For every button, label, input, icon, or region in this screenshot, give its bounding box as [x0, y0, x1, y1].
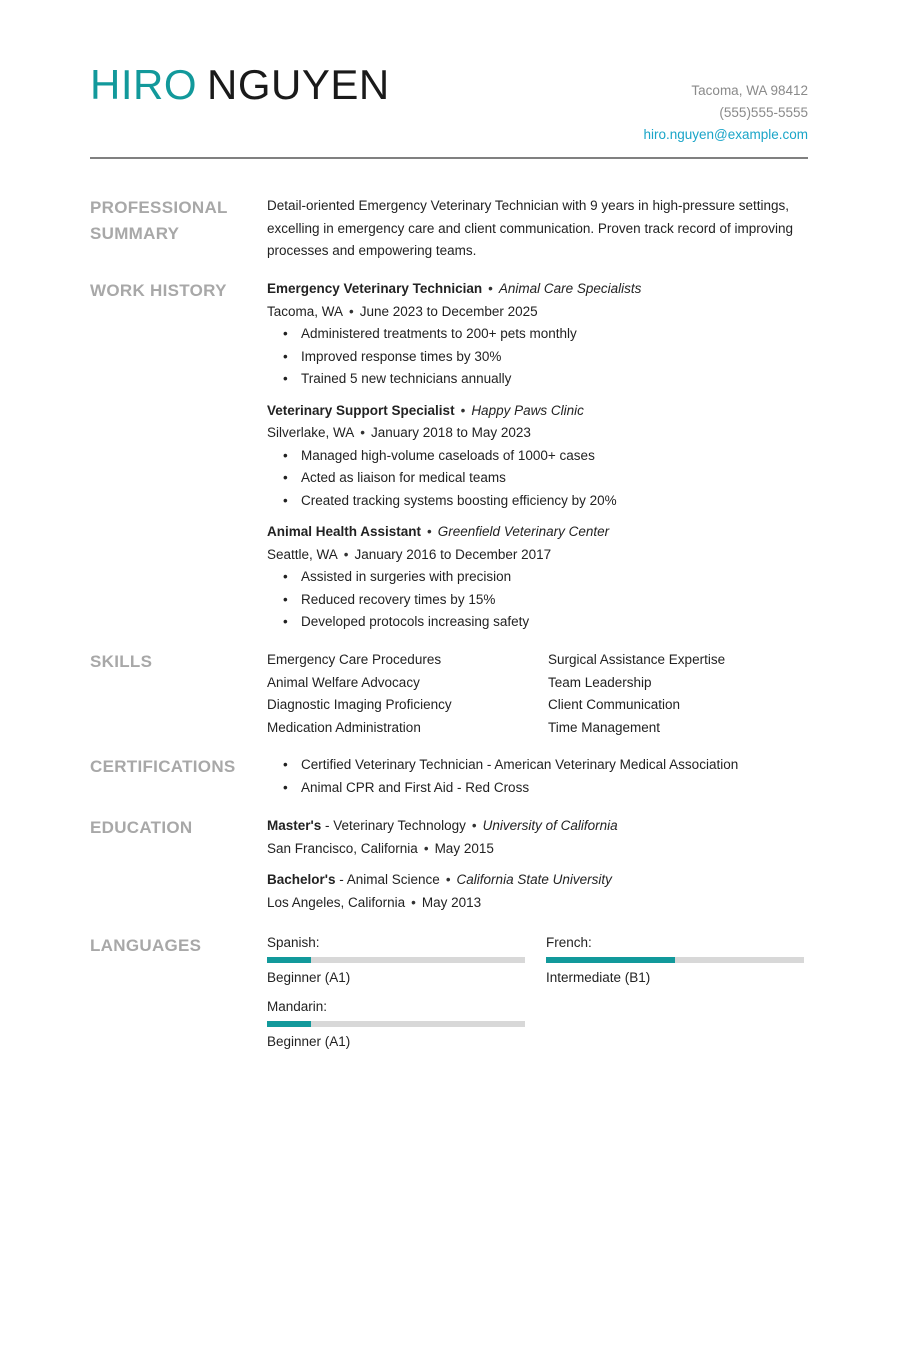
- separator: •: [411, 894, 416, 910]
- education-heading: [267, 869, 807, 892]
- list-item: • Assisted in surgeries with precision: [301, 566, 807, 589]
- skills-grid: [267, 649, 807, 739]
- work-history-label: WORK HISTORY: [90, 281, 227, 300]
- job-company: Greenfield Veterinary Center: [437, 524, 610, 539]
- education-entry: [267, 815, 807, 860]
- certifications-label: CERTIFICATIONS: [90, 757, 236, 776]
- skill-item: Time Management: [548, 719, 661, 735]
- language-level: Intermediate (B1): [546, 970, 651, 985]
- language-proficiency-fill: [267, 957, 311, 963]
- education-entry: [267, 869, 807, 914]
- separator: •: [349, 303, 354, 319]
- job-location: Silverlake, WA: [267, 425, 355, 440]
- job-heading: [267, 521, 807, 544]
- separator: •: [343, 546, 349, 562]
- contact-phone: (555)555-5555: [719, 105, 808, 120]
- job-bullets: [267, 566, 807, 634]
- language-name: French:: [546, 935, 592, 950]
- skill-item: Animal Welfare Advocacy: [267, 674, 420, 690]
- job-dates: January 2018 to May 2023: [371, 425, 531, 440]
- language-item: [267, 997, 525, 1053]
- list-item: • Certified Veterinary Technician - American Veterinary Medical Association: [301, 754, 807, 777]
- skill-item: Team Leadership: [548, 674, 652, 690]
- list-item: • Managed high-volume caseloads of 1000+ cases: [301, 445, 807, 468]
- job-company: Animal Care Specialists: [498, 281, 642, 296]
- job-bullets: [267, 445, 807, 513]
- list-item: • Acted as liaison for medical teams: [301, 467, 807, 490]
- job-meta: [267, 422, 807, 445]
- skill-item: Client Communication: [548, 697, 681, 712]
- language-item: [267, 933, 525, 989]
- job-title: Veterinary Support Specialist: [267, 402, 455, 418]
- contact-email[interactable]: hiro.nguyen@example.com: [643, 127, 808, 142]
- field-of-study: - Animal Science: [339, 872, 440, 887]
- job-dates: January 2016 to December 2017: [354, 546, 552, 562]
- graduation-date: May 2013: [421, 894, 482, 910]
- skill-item: Medication Administration: [267, 719, 421, 735]
- job-meta: [267, 544, 807, 567]
- education-heading: [267, 815, 807, 838]
- candidate-name: [90, 60, 390, 110]
- certifications-list: [267, 754, 807, 799]
- language-proficiency-bar: [546, 957, 804, 963]
- job-location: Tacoma, WA: [267, 303, 344, 319]
- language-name: Spanish:: [267, 935, 320, 950]
- language-proficiency-bar: [267, 957, 525, 963]
- skills-label: SKILLS: [90, 652, 153, 671]
- summary-section: [90, 195, 808, 265]
- first-name: HIRO: [90, 61, 197, 108]
- school-name: University of California: [482, 818, 618, 833]
- field-of-study: - Veterinary Technology: [325, 818, 466, 833]
- separator: •: [471, 818, 477, 833]
- separator: •: [360, 425, 366, 440]
- list-item: • Administered treatments to 200+ pets monthly: [301, 323, 807, 346]
- languages-grid: [267, 933, 807, 1053]
- graduation-date: May 2015: [434, 840, 494, 856]
- language-level: Beginner (A1): [267, 970, 351, 985]
- skill-item: Diagnostic Imaging Proficiency: [267, 697, 452, 712]
- language-proficiency-fill: [267, 1021, 311, 1027]
- contact-block: [643, 80, 808, 146]
- list-item: • Trained 5 new technicians annually: [301, 368, 807, 391]
- job-company: Happy Paws Clinic: [471, 402, 584, 418]
- education-label: EDUCATION: [90, 818, 193, 837]
- skill-item: Surgical Assistance Expertise: [548, 652, 726, 667]
- summary-text: Detail-oriented Emergency Veterinary Technician with 9 years in high-pressure settings, excelling in emergency care and client communication. Proven track record of improving processes and empowering teams.: [267, 198, 793, 258]
- degree: Bachelor's: [267, 872, 336, 887]
- separator: •: [488, 281, 493, 296]
- summary-label: PROFESSIONAL SUMMARY: [90, 198, 228, 243]
- list-item: • Created tracking systems boosting efficiency by 20%: [301, 490, 807, 513]
- language-proficiency-bar: [267, 1021, 525, 1027]
- job-title: Animal Health Assistant: [267, 524, 422, 539]
- job-location: Seattle, WA: [267, 546, 338, 562]
- school-name: California State University: [456, 872, 612, 887]
- list-item: • Reduced recovery times by 15%: [301, 589, 807, 612]
- job-dates: June 2023 to December 2025: [359, 303, 538, 319]
- language-name: Mandarin:: [267, 999, 328, 1014]
- separator: •: [427, 524, 432, 539]
- separator: •: [445, 872, 451, 887]
- job-heading: [267, 278, 807, 301]
- language-level: Beginner (A1): [267, 1034, 351, 1049]
- header-divider: [90, 157, 808, 159]
- list-item: • Improved response times by 30%: [301, 346, 807, 369]
- skill-item: Emergency Care Procedures: [267, 652, 442, 667]
- language-item: [546, 933, 804, 989]
- list-item: • Developed protocols increasing safety: [301, 611, 807, 634]
- job-entry: [267, 278, 807, 391]
- school-location: San Francisco, California: [267, 840, 418, 856]
- contact-location: Tacoma, WA 98412: [691, 83, 808, 98]
- language-proficiency-fill: [546, 957, 675, 963]
- languages-label: LANGUAGES: [90, 936, 202, 955]
- job-heading: [267, 400, 807, 423]
- last-name: NGUYEN: [207, 61, 390, 108]
- education-meta: [267, 838, 807, 861]
- school-location: Los Angeles, California: [267, 894, 406, 910]
- separator: •: [460, 402, 466, 418]
- job-meta: [267, 301, 807, 324]
- job-bullets: [267, 323, 807, 391]
- list-item: • Animal CPR and First Aid - Red Cross: [301, 777, 807, 800]
- separator: •: [423, 840, 429, 856]
- job-entry: [267, 400, 807, 513]
- job-title: Emergency Veterinary Technician: [267, 281, 483, 296]
- job-entry: [267, 521, 807, 634]
- education-meta: [267, 892, 807, 915]
- degree: Master's: [267, 818, 322, 833]
